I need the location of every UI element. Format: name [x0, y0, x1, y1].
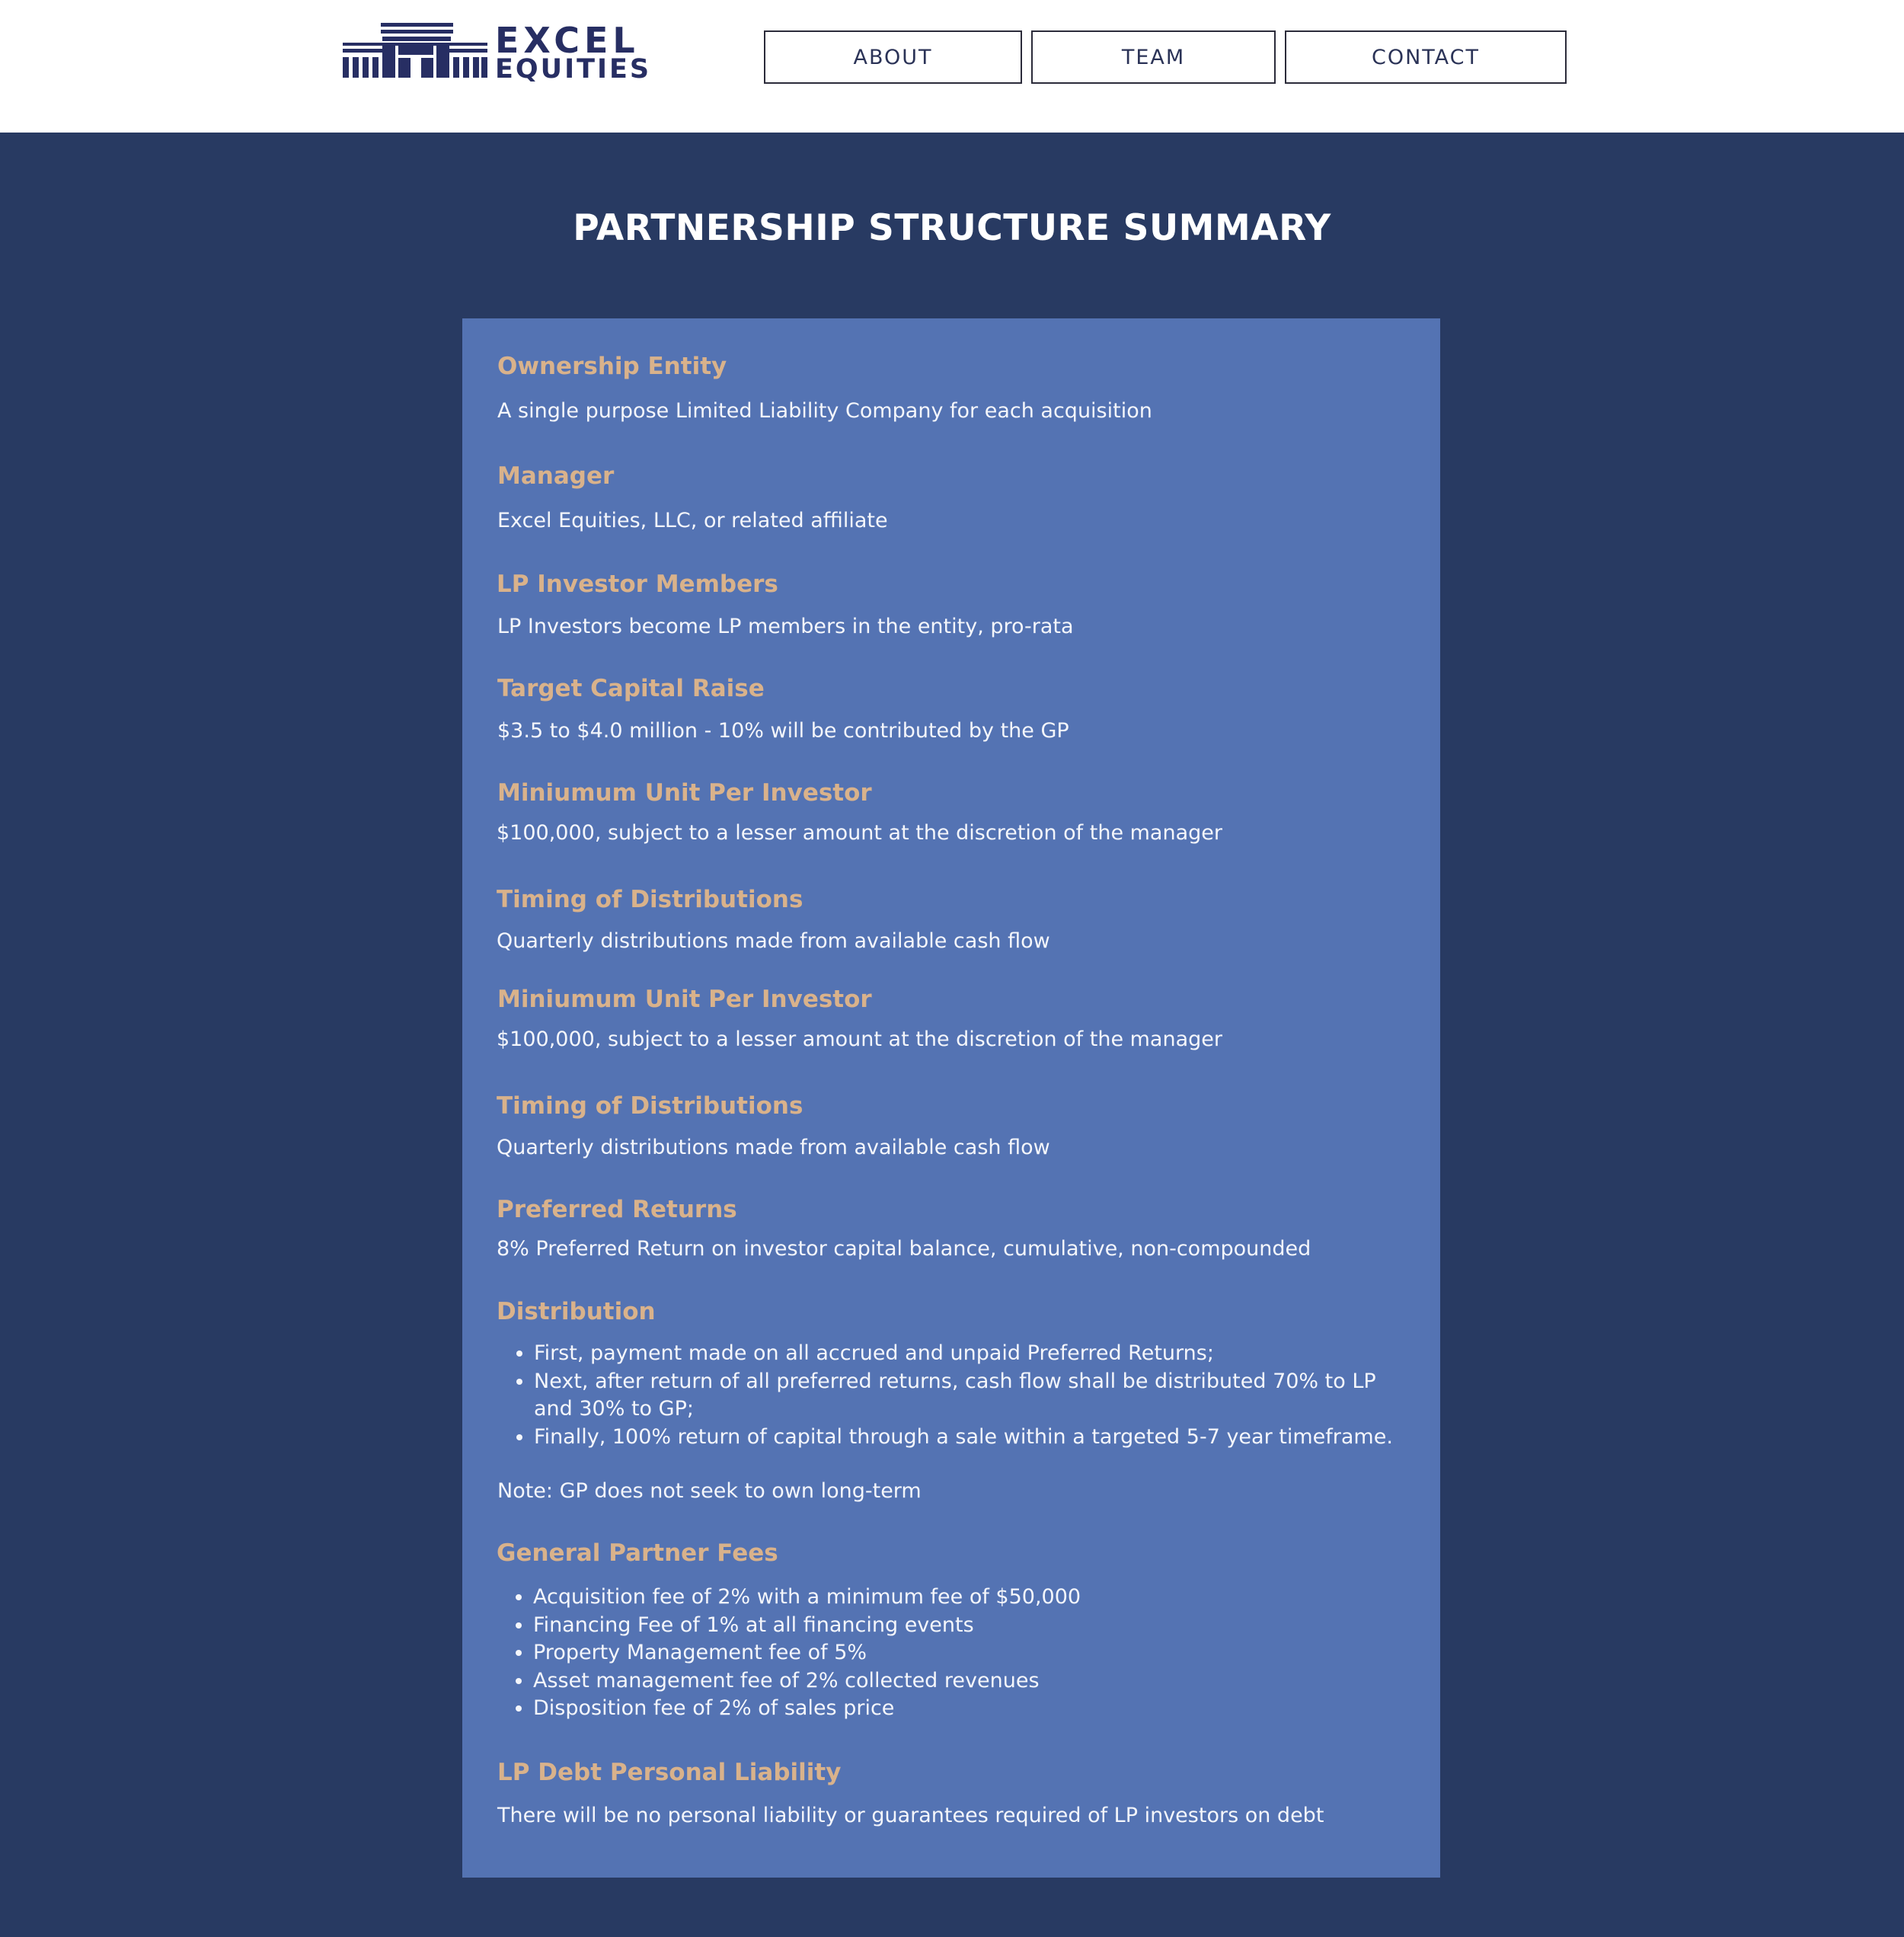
section-text: Quarterly distributions made from available cash flow	[497, 1136, 1050, 1159]
nav-contact-button[interactable]: CONTACT	[1285, 30, 1567, 84]
excel-equities-logo[interactable]	[343, 20, 652, 85]
section-heading: Target Capital Raise	[497, 675, 765, 702]
section-text: Quarterly distributions made from available cash flow	[497, 929, 1050, 953]
section-heading: Manager	[497, 462, 615, 490]
list-item: • First, payment made on all accrued and unpaid Preferred Returns;	[534, 1340, 1410, 1368]
section-heading: Timing of Distributions	[497, 886, 803, 913]
section-text: 8% Preferred Return on investor capital balance, cumulative, non-compounded	[497, 1237, 1311, 1261]
list-item: • Property Management fee of 5%	[533, 1639, 1409, 1667]
section-text: $3.5 to $4.0 million - 10% will be contributed by the GP	[497, 719, 1069, 743]
section-heading: Ownership Entity	[497, 353, 727, 380]
section-heading: Timing of Distributions	[497, 1092, 803, 1120]
summary-card	[462, 318, 1440, 1878]
fees-list	[497, 1584, 1409, 1723]
section-text: $100,000, subject to a lesser amount at the discretion of the manager	[497, 1028, 1222, 1051]
page-title: PARTNERSHIP STRUCTURE SUMMARY	[573, 207, 1331, 249]
section-heading: Miniumum Unit Per Investor	[497, 986, 872, 1013]
list-item: • Asset management fee of 2% collected revenues	[533, 1667, 1409, 1696]
nav-team-button[interactable]: TEAM	[1031, 30, 1276, 84]
liability-heading: LP Debt Personal Liability	[497, 1759, 842, 1786]
logo-line-2: EQUITIES	[495, 54, 652, 85]
logo-wordmark	[495, 20, 652, 85]
list-item: • Disposition fee of 2% of sales price	[533, 1695, 1409, 1723]
section-heading: Preferred Returns	[497, 1196, 737, 1223]
site-header	[0, 0, 1904, 133]
distribution-heading: Distribution	[497, 1298, 656, 1325]
list-item: • Financing Fee of 1% at all financing events	[533, 1612, 1409, 1640]
section-text: LP Investors become LP members in the entity, pro-rata	[497, 615, 1074, 638]
section-text: A single purpose Limited Liability Company for each acquisition	[497, 399, 1152, 423]
building-logo-icon	[343, 23, 487, 81]
logo-line-1: EXCEL	[495, 20, 640, 61]
list-item: • Finally, 100% return of capital through a sale within a targeted 5-7 year timeframe.	[534, 1424, 1410, 1452]
list-item: • Next, after return of all preferred returns, cash flow shall be distributed 70% to LP and 30% to GP;	[534, 1368, 1410, 1424]
section-text: $100,000, subject to a lesser amount at the discretion of the manager	[497, 821, 1222, 845]
section-heading: LP Investor Members	[497, 571, 778, 598]
liability-text: There will be no personal liability or guarantees required of LP investors on debt	[497, 1804, 1324, 1827]
list-item: • Acquisition fee of 2% with a minimum fee of $50,000	[533, 1584, 1409, 1612]
distribution-list	[497, 1340, 1410, 1451]
distribution-note: Note: GP does not seek to own long-term	[497, 1479, 922, 1503]
section-heading: Miniumum Unit Per Investor	[497, 779, 872, 807]
fees-heading: General Partner Fees	[497, 1539, 778, 1567]
nav-about-button[interactable]: ABOUT	[764, 30, 1022, 84]
section-text: Excel Equities, LLC, or related affiliate	[497, 509, 888, 532]
